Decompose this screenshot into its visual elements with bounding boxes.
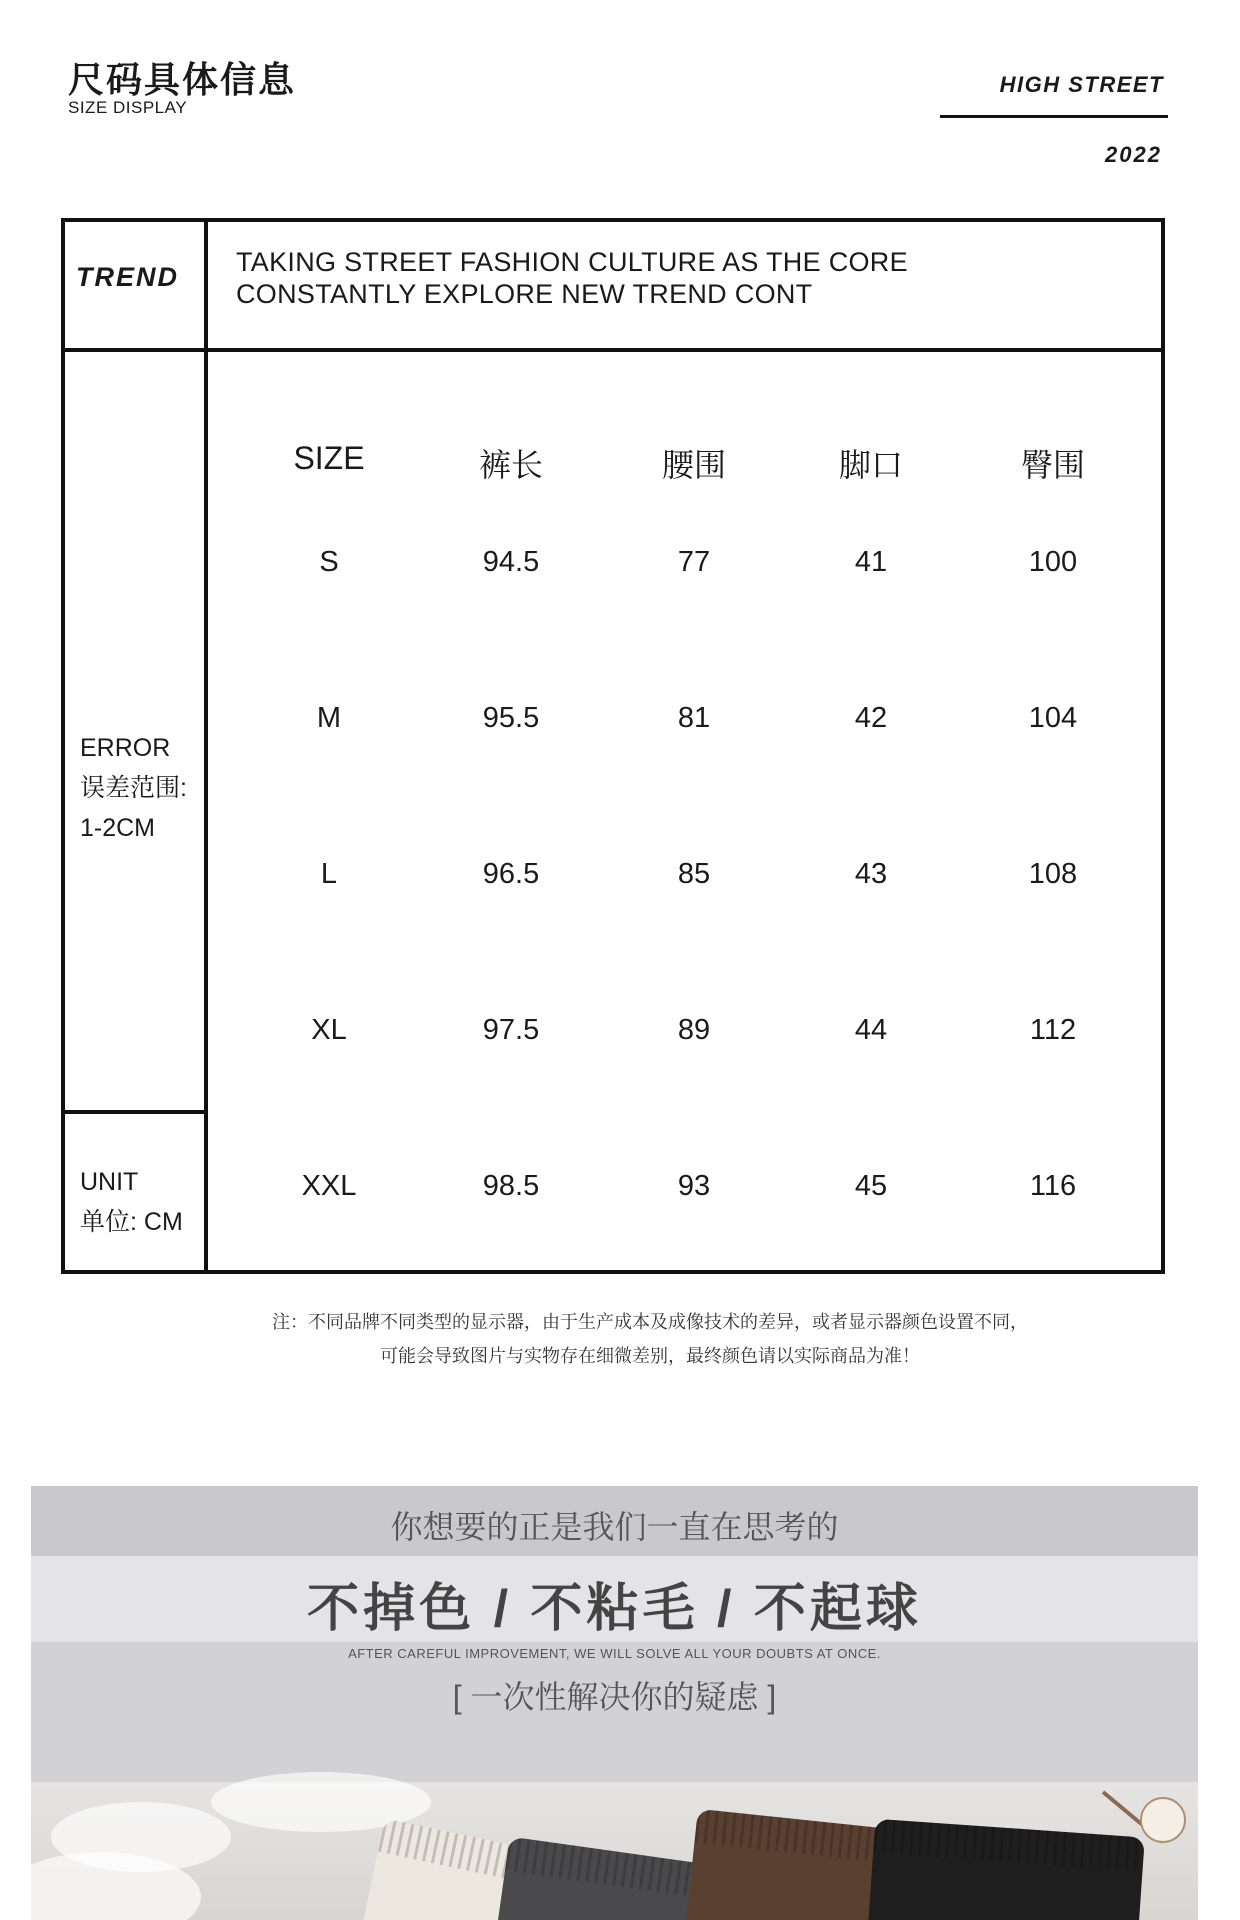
- disclaimer-line-1: 注：不同品牌不同类型的显示器，由于生产成本及成像技术的差异，或者显示器颜色设置不同，: [272, 1312, 1028, 1332]
- table-cell-waist: 81: [677, 702, 711, 734]
- table-cell-size: M: [316, 702, 342, 734]
- disclaimer-line-2: 可能会导致图片与实物存在细微差别，最终颜色请以实际商品为准！: [380, 1346, 920, 1366]
- table-cell-hip: 100: [1028, 546, 1078, 578]
- table-cell-leg-opening: 41: [854, 546, 888, 578]
- size-table-frame: [61, 218, 1165, 1274]
- table-cell-length: 97.5: [482, 1014, 540, 1046]
- table-divider-header: [61, 348, 1165, 352]
- trend-label: TREND: [76, 262, 179, 292]
- error-label-en: ERROR: [80, 734, 171, 762]
- table-cell-waist: 89: [677, 1014, 711, 1046]
- unit-label-cn: 单位: CM: [80, 1208, 183, 1236]
- tagline: [236, 246, 908, 310]
- table-cell-leg-opening: 43: [854, 858, 888, 890]
- table-cell-leg-opening: 44: [854, 1014, 888, 1046]
- banner-subline: [ 一次性解决你的疑虑 ]: [452, 1679, 777, 1715]
- banner-headline: 不掉色 / 不粘毛 / 不起球: [307, 1580, 922, 1638]
- error-range: [80, 728, 187, 848]
- unit-label-en: UNIT: [80, 1168, 139, 1196]
- column-header-size: SIZE: [293, 440, 365, 476]
- table-cell-hip: 116: [1029, 1170, 1077, 1202]
- year-label: 2022: [1105, 142, 1162, 167]
- error-value: 1-2CM: [80, 814, 156, 842]
- tagline-line-1: TAKING STREET FASHION CULTURE AS THE CORE: [236, 247, 908, 277]
- tagline-line-2: CONSTANTLY EXPLORE NEW TREND CONT: [236, 279, 813, 309]
- table-cell-waist: 77: [677, 546, 711, 578]
- table-divider-vertical: [204, 218, 208, 1274]
- lamp-icon: [1093, 1782, 1193, 1852]
- table-cell-waist: 85: [677, 858, 711, 890]
- table-cell-size: XXL: [301, 1170, 357, 1202]
- column-header-length: 裤长: [478, 447, 543, 483]
- promo-banner: [31, 1486, 1198, 1920]
- table-cell-length: 94.5: [482, 546, 540, 578]
- table-cell-length: 95.5: [482, 702, 540, 734]
- table-divider-unit: [61, 1110, 207, 1114]
- column-header-hip: 臀围: [1020, 447, 1085, 483]
- banner-question: 你想要的正是我们一直在思考的: [390, 1509, 839, 1545]
- table-cell-size: S: [319, 546, 339, 578]
- table-cell-hip: 108: [1028, 858, 1078, 890]
- table-cell-length: 98.5: [482, 1170, 540, 1202]
- table-cell-hip: 112: [1029, 1014, 1077, 1046]
- brand-label: HIGH STREET: [999, 72, 1164, 97]
- brand-divider: [940, 115, 1168, 118]
- page-title: 尺码具体信息: [68, 59, 297, 101]
- product-photo: [31, 1782, 1198, 1920]
- table-cell-size: L: [320, 858, 338, 890]
- table-cell-leg-opening: 42: [854, 702, 888, 734]
- column-header-waist: 腰围: [661, 447, 726, 483]
- table-cell-length: 96.5: [482, 858, 540, 890]
- table-cell-leg-opening: 45: [854, 1170, 888, 1202]
- table-cell-waist: 93: [677, 1170, 711, 1202]
- banner-english: AFTER CAREFUL IMPROVEMENT, WE WILL SOLVE ALL YOUR DOUBTS AT ONCE.: [348, 1646, 881, 1661]
- error-label-cn: 误差范围:: [80, 774, 187, 802]
- column-header-leg-opening: 脚口: [838, 447, 903, 483]
- table-cell-size: XL: [311, 1014, 347, 1046]
- table-cell-hip: 104: [1028, 702, 1078, 734]
- unit-info: [80, 1162, 183, 1242]
- page-subtitle: SIZE DISPLAY: [68, 98, 188, 117]
